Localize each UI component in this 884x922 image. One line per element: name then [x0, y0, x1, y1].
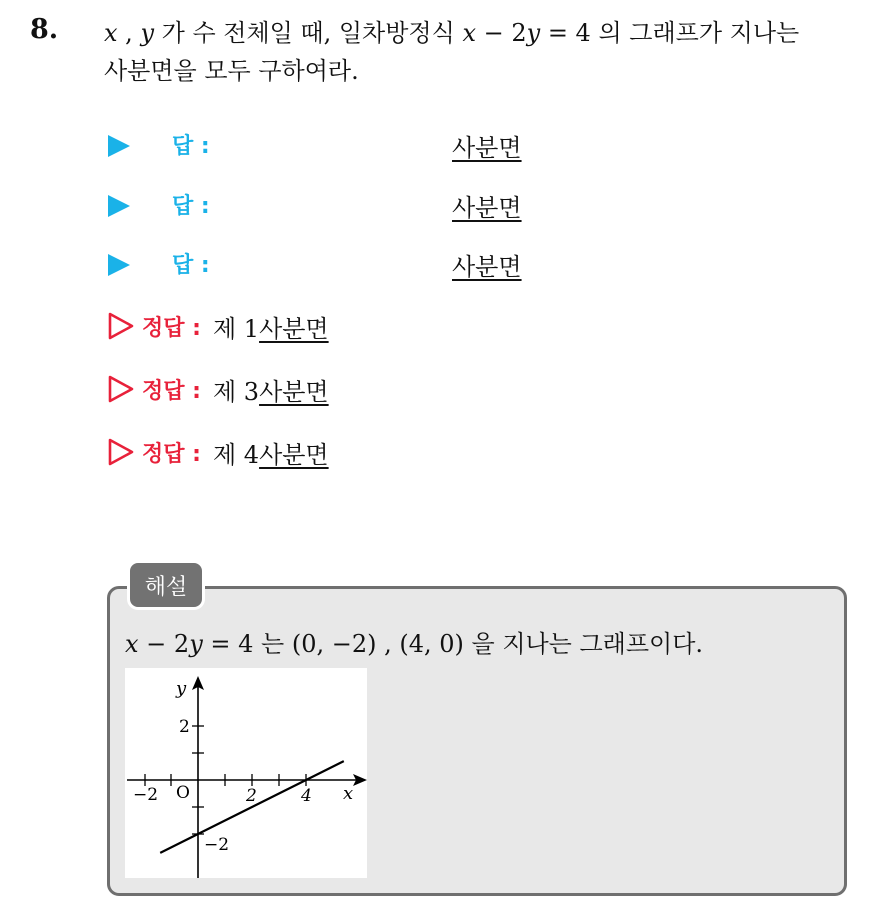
x-tick-label: 2	[246, 786, 257, 806]
answer-value[interactable]: 사분면	[452, 134, 522, 162]
play-triangle-icon	[108, 254, 130, 276]
text-part: − 2	[475, 19, 527, 47]
correct-answer-row	[108, 369, 329, 409]
correct-answer-row	[108, 432, 329, 472]
answer-label: 답 :	[172, 253, 210, 278]
correct-prefix: 제 4	[212, 440, 260, 469]
solution-graph	[125, 668, 367, 878]
origin-label: O	[176, 783, 190, 803]
correct-answer-row	[108, 306, 329, 346]
question-line-1	[104, 14, 864, 52]
correct-label: 정답 :	[142, 441, 201, 467]
var-x: x	[104, 19, 118, 47]
x-tick-label: 4	[301, 786, 312, 806]
text-part: = 4 는 (0, −2) , (4, 0) 을 지나는 그래프이다.	[202, 630, 704, 658]
answer-value[interactable]: 사분면	[452, 253, 522, 281]
solution-tag: 해설	[127, 560, 205, 610]
x-tick-label: −2	[133, 785, 159, 805]
solution-text	[125, 624, 703, 659]
outline-triangle-icon	[108, 375, 134, 403]
var-y: y	[526, 19, 541, 47]
correct-label: 정답 :	[142, 315, 201, 341]
y-tick-label: −2	[204, 835, 230, 855]
correct-value: 사분면	[259, 314, 329, 343]
coordinate-plane	[125, 668, 367, 878]
y-axis-label: y	[176, 678, 187, 699]
y-tick-label: 2	[179, 717, 190, 737]
question-line-2: 사분면을 모두 구하여라.	[104, 57, 359, 85]
correct-value: 사분면	[259, 440, 329, 469]
correct-value: 사분면	[259, 377, 329, 406]
answer-label: 답 :	[172, 134, 210, 159]
text-part: 가 수 전체일 때, 일차방정식	[154, 19, 463, 47]
correct-prefix: 제 3	[212, 377, 260, 406]
answer-row	[108, 126, 522, 166]
play-triangle-icon	[108, 135, 130, 157]
var-y: y	[140, 19, 154, 47]
answer-row	[108, 186, 522, 226]
outline-triangle-icon	[108, 312, 134, 340]
text-part: = 4 의 그래프가 지나는	[540, 19, 800, 47]
correct-prefix: 제 1	[212, 314, 260, 343]
var-x: x	[125, 630, 139, 658]
x-axis-label: x	[343, 783, 354, 804]
correct-label: 정답 :	[142, 378, 201, 404]
text-part: − 2	[138, 630, 190, 658]
text-part: ,	[117, 19, 141, 47]
play-triangle-icon	[108, 195, 130, 217]
outline-triangle-icon	[108, 438, 134, 466]
answer-label: 답 :	[172, 194, 210, 219]
question-number: 8.	[30, 14, 59, 45]
answer-value[interactable]: 사분면	[452, 194, 522, 222]
answer-row	[108, 245, 522, 285]
question-text	[104, 14, 864, 90]
var-y: y	[189, 630, 203, 658]
var-x: x	[462, 19, 476, 47]
